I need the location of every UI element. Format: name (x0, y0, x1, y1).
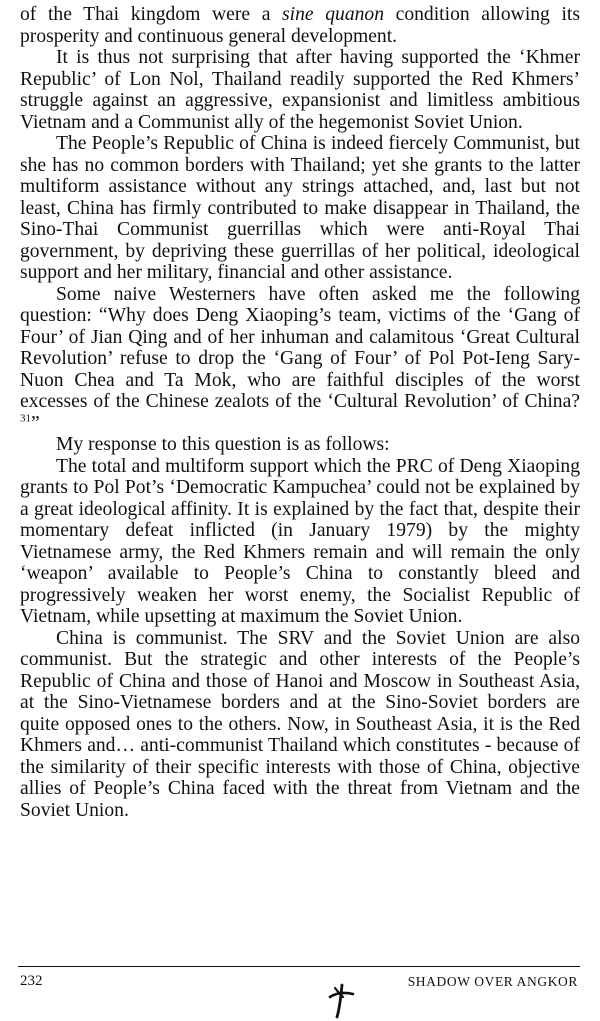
paragraph-1-emphasis: sine quanon (282, 4, 385, 25)
page-number: 232 (20, 973, 43, 989)
closing-quote: ” (31, 412, 40, 434)
paragraph-1-text: of the Thai kingdom were a (20, 4, 283, 25)
page-body (20, 4, 580, 821)
paragraph-1-text-end: condition allowing its prosperity and continuous general development. (20, 4, 580, 47)
paragraph-4 (20, 284, 580, 435)
footer-rule (18, 966, 580, 967)
paragraph-4-text: Some naive Westerners have often asked me the following question: “Why does Deng Xiaoping’s team, victims of the ‘Gang of Four’ of Jian Qing and of her inhuman and calamitous ‘Great Cultural Revolution’ refuse to drop the ‘Gang of Four’ of Pol Pot-Ieng Sary-Nuon Chea and Ta Mok, who are faithful disciples of the worst excesses of the Chinese zealots of the ‘Cultural Revolution’ of China? (20, 283, 580, 412)
paragraph-3: The People’s Republic of China is indeed fiercely Communist, but she has no common borders with Thailand; yet she grants to the latter multiform assistance without any strings attached, and, last but not least, China has firmly contributed to make disappear in Thailand, the Sino-Thai Communist guerrillas which were anti-Royal Thai government, by depriving these guerrillas of her political, ideological support and her military, financial and other assistance. (20, 133, 580, 283)
running-title: SHADOW OVER ANGKOR (407, 974, 578, 989)
paragraph-7: China is communist. The SRV and the Soviet Union are also communist. But the strategic and other interests of the People’s Republic of China and those of Hanoi and Moscow in Southeast Asia, at the Sino-Vietnamese borders and at the Sino-Soviet borders are quite opposed ones to the others. Now, in Southeast Asia, it is the Red Khmers and… anti-communist Thailand which constitutes - because of the similarity of their specific interests with those of China, objective allies of People’s China faced with the threat from Vietnam and the Soviet Union. (20, 627, 580, 821)
handwritten-mark-icon (326, 983, 356, 1019)
footnote-ref[interactable]: 31 (20, 411, 31, 424)
paragraph-6: The total and multiform support which the PRC of Deng Xiaoping grants to Pol Pot’s ‘Democratic Kampuchea’ could not be explained by a great ideological affinity. It is explained by the fact that, despite their momentary defeat inflicted (in January 1979) by the mighty Vietnamese army, the Red Khmers remain and will remain the only ‘weapon’ available to People’s China to constantly bleed and progressively weaken her worst enemy, the Socialist Republic of Vietnam, while upsetting at maximum the Soviet Union. (20, 455, 580, 627)
paragraph-5: My response to this question is as follows: (56, 434, 390, 455)
paragraph-1 (20, 4, 580, 47)
paragraph-2: It is thus not surprising that after having supported the ‘Khmer Republic’ of Lon Nol, Thailand readily supported the Red Khmers’ struggle against an aggressive, expansionist and limitless ambitious Vietnam and a Communist ally of the hegemonist Soviet Union. (20, 47, 580, 133)
